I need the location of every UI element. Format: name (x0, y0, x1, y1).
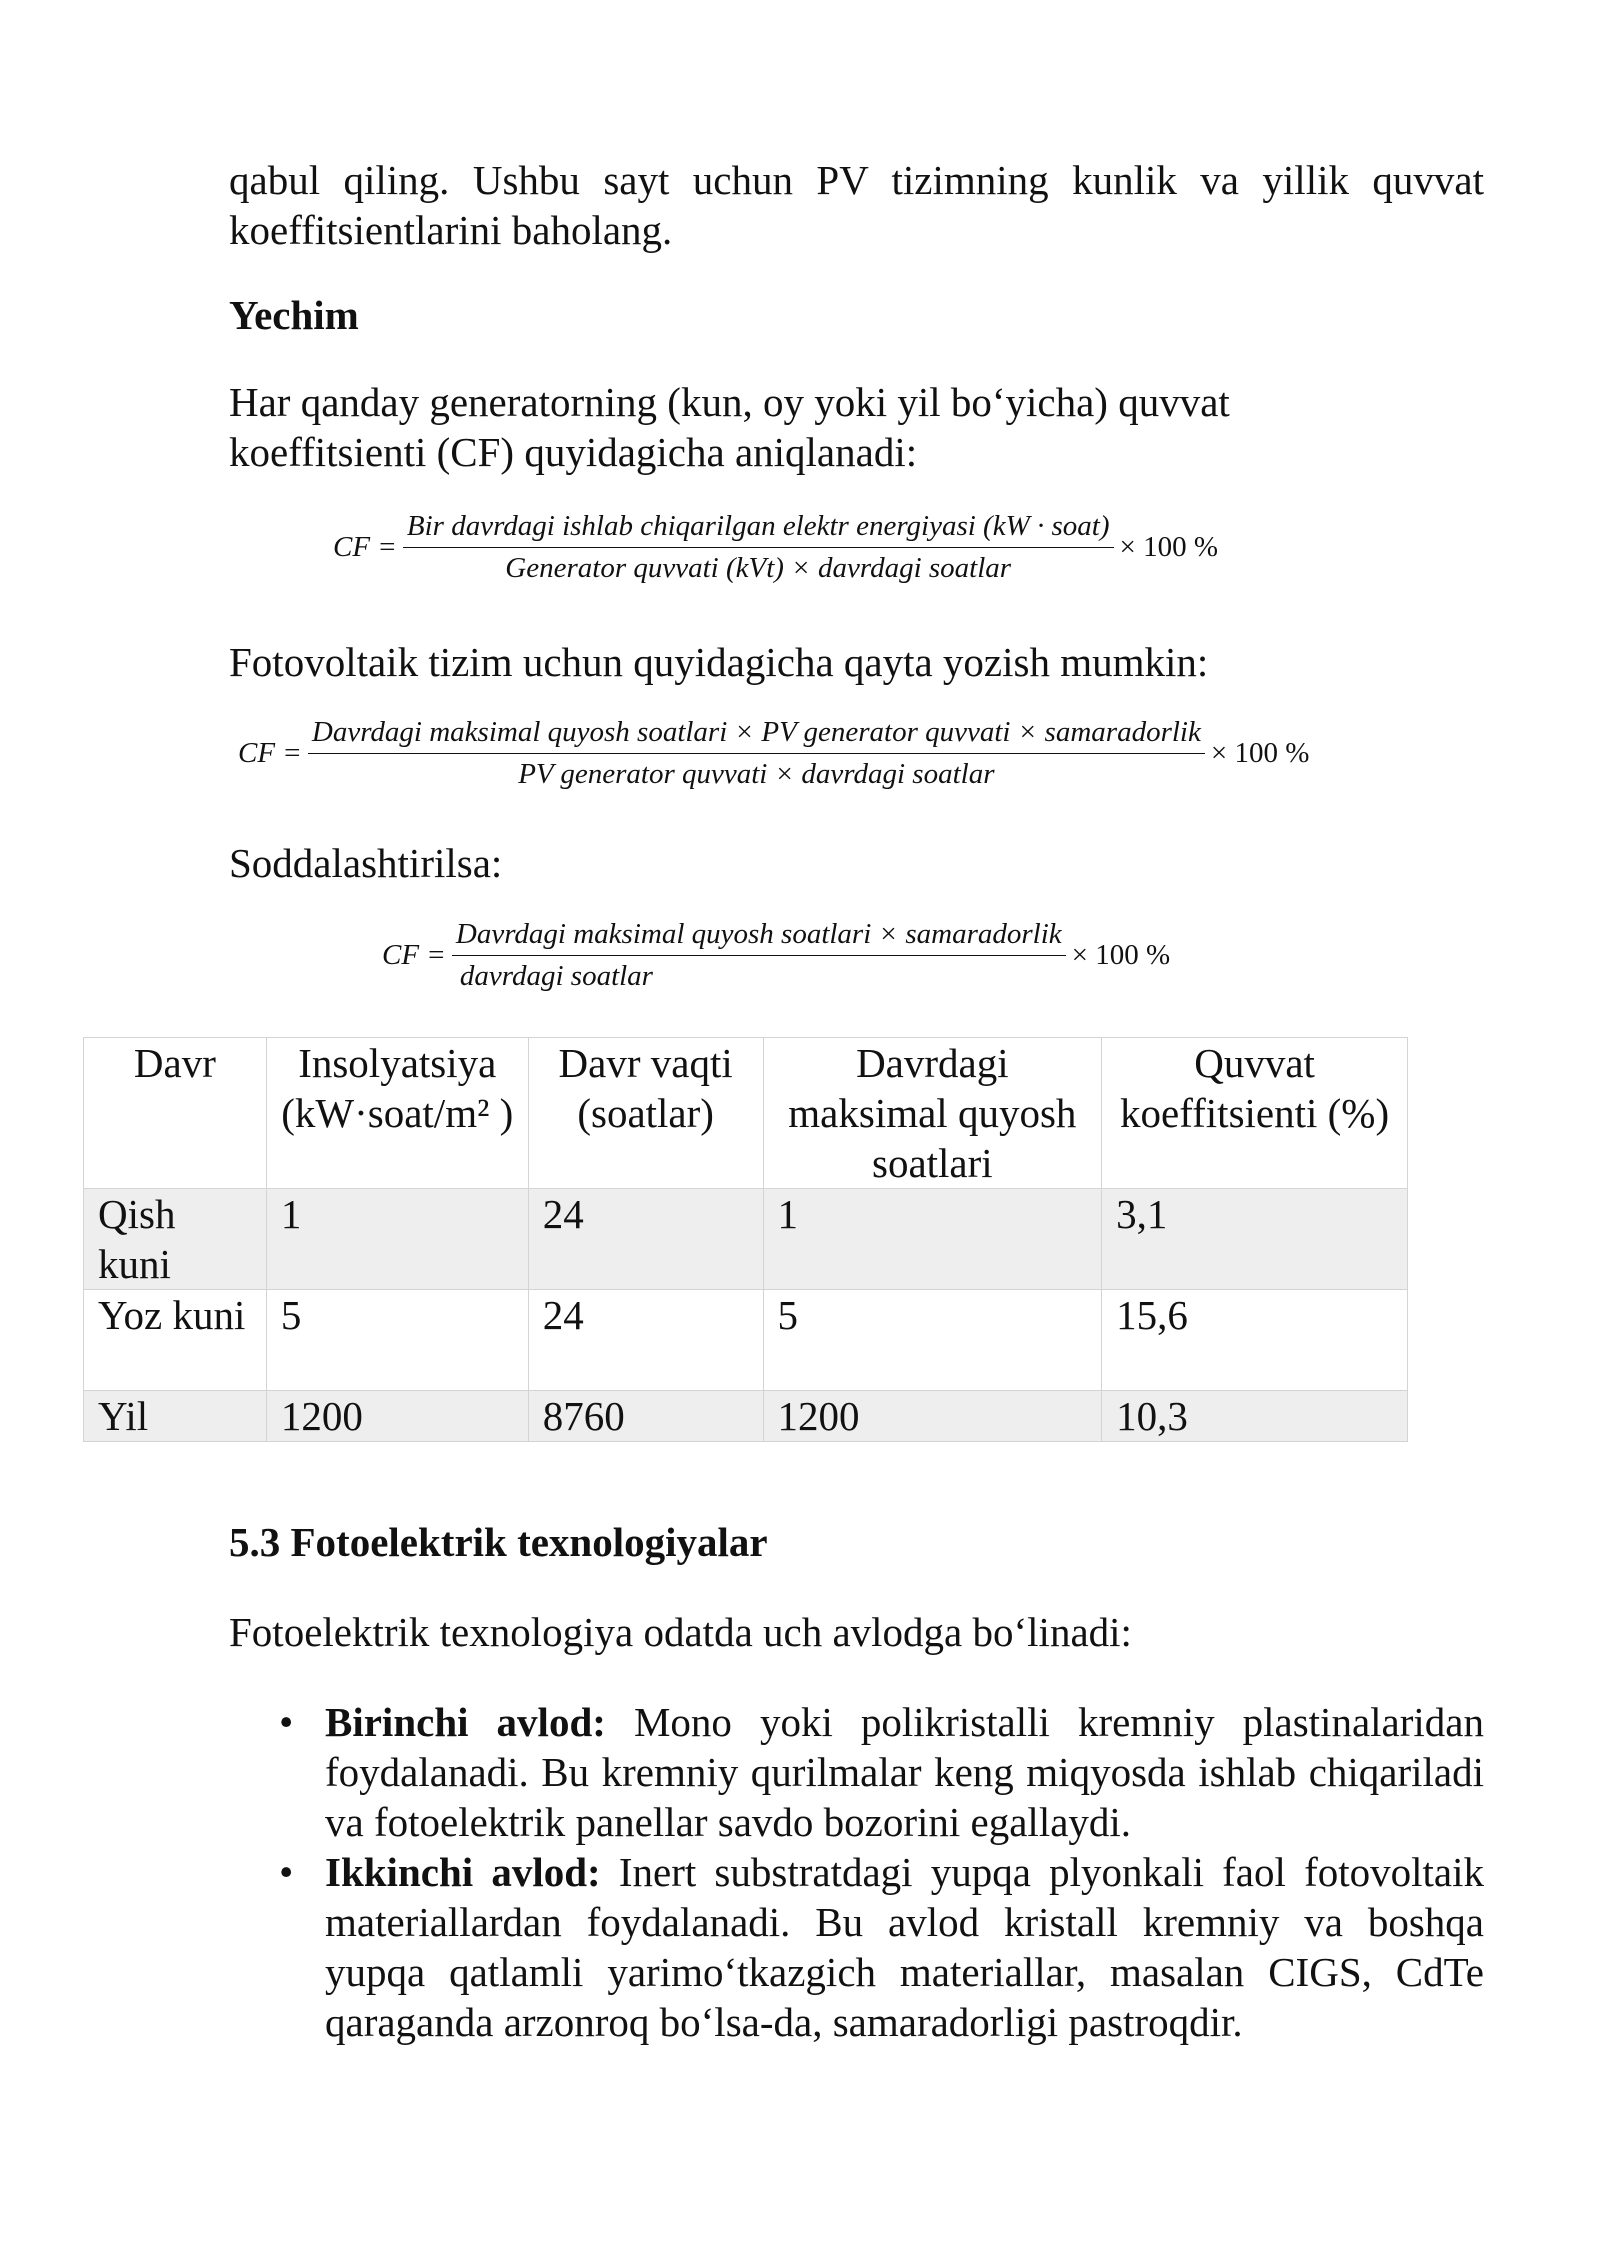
table-cell: 1 (763, 1189, 1102, 1290)
table-row (84, 1189, 1408, 1290)
formula1-numerator: Bir davrdagi ishlab chiqarilgan elektr energiyasi (kW · soat) (403, 510, 1114, 548)
table-cell: 8760 (528, 1391, 763, 1442)
formula-cf-pv (238, 716, 1309, 791)
list-item-label: Ikkinchi avlod: (325, 1849, 601, 1895)
para1-line-1: Har qanday generatorning (kun, oy yoki yil bo‘yicha) quvvat (229, 379, 1230, 425)
table-cell: Qish kuni (84, 1189, 267, 1290)
list-item-text: Mono yoki polikristalli kremniy plastinalaridan foydalanadi. Bu kremniy qurilmalar keng miqyosda ishlab chiqariladi va fotoelektrik panellar savdo bozorini egallaydi. (325, 1699, 1484, 1845)
list-item (229, 1697, 1484, 1847)
intro-line-1: qabul qiling. Ushbu sayt uchun PV tizimning kunlik va yillik quvvat (229, 157, 1484, 203)
formula3-fraction (452, 918, 1066, 993)
list-item-text: Inert substratdagi yupqa plyonkali faol fotovoltaik materiallardan foydalanadi. Bu avlod kristall kremniy va boshqa yupqa qatlamli yarimo‘tkazgich materiallar, masalan CIGS, CdTe qaraganda arzonroq bo‘lsa-da, samaradorligi pastroqdir. (325, 1849, 1484, 2045)
formula2-fraction (308, 716, 1205, 791)
generation-list (229, 1697, 1484, 2047)
solution-heading: Yechim (229, 292, 359, 338)
table-cell: 5 (763, 1290, 1102, 1391)
para2: Fotovoltaik tizim uchun quyidagicha qayta yozish mumkin: (229, 639, 1209, 685)
table-cell: 24 (528, 1290, 763, 1391)
formula2-multiplier: × 100 % (1210, 737, 1310, 769)
formula1-fraction (403, 510, 1114, 585)
formula1-denominator: Generator quvvati (kVt) × davrdagi soatlar (505, 552, 1012, 584)
capacity-factor-table (83, 1037, 1408, 1442)
table-cell: 1200 (763, 1391, 1102, 1442)
formula3-numerator: Davrdagi maksimal quyosh soatlari × samaradorlik (452, 918, 1066, 956)
formula2-lhs: CF = (238, 737, 302, 769)
table-row (84, 1290, 1408, 1391)
formula3-lhs: CF = (382, 939, 446, 971)
section-heading: 5.3 Fotoelektrik texnologiyalar (229, 1519, 768, 1565)
formula3-denominator: davrdagi soatlar (459, 960, 653, 992)
list-item-label: Birinchi avlod: (325, 1699, 606, 1745)
table-header-cell: Davr vaqti (soatlar) (528, 1038, 763, 1189)
table-cell: 1 (266, 1189, 528, 1290)
bullet-icon: • (279, 1699, 294, 1745)
table-header-cell: Insolyatsiya (kW·soat/m² ) (266, 1038, 528, 1189)
formula1-lhs: CF = (333, 531, 397, 563)
formula2-denominator: PV generator quvvati × davrdagi soatlar (518, 758, 995, 790)
table-header-cell: Davr (84, 1038, 267, 1189)
table-cell: 1200 (266, 1391, 528, 1442)
table-header-cell: Quvvat koeffitsienti (%) (1102, 1038, 1408, 1189)
table-row (84, 1391, 1408, 1442)
para3: Soddalashtirilsa: (229, 840, 503, 886)
list-item (229, 1847, 1484, 2047)
table-cell: Yoz kuni (84, 1290, 267, 1391)
table-cell: Yil (84, 1391, 267, 1442)
formula3-multiplier: × 100 % (1071, 939, 1171, 971)
formula2-numerator: Davrdagi maksimal quyosh soatlari × PV generator quvvati × samaradorlik (308, 716, 1205, 754)
formula-cf-general (333, 510, 1218, 585)
table-cell: 3,1 (1102, 1189, 1408, 1290)
para1-line-2: koeffitsienti (CF) quyidagicha aniqlanadi: (229, 429, 918, 475)
para4: Fotoelektrik texnologiya odatda uch avlodga bo‘linadi: (229, 1609, 1132, 1655)
formula-cf-simplified (382, 918, 1170, 993)
formula1-multiplier: × 100 % (1119, 531, 1219, 563)
table-header-cell: Davrdagi maksimal quyosh soatlari (763, 1038, 1102, 1189)
table-cell: 24 (528, 1189, 763, 1290)
table-header-row (84, 1038, 1408, 1189)
table-cell: 10,3 (1102, 1391, 1408, 1442)
table-cell: 5 (266, 1290, 528, 1391)
bullet-icon: • (279, 1849, 294, 1895)
intro-line-2: koeffitsientlarini baholang. (229, 207, 673, 253)
table-cell: 15,6 (1102, 1290, 1408, 1391)
